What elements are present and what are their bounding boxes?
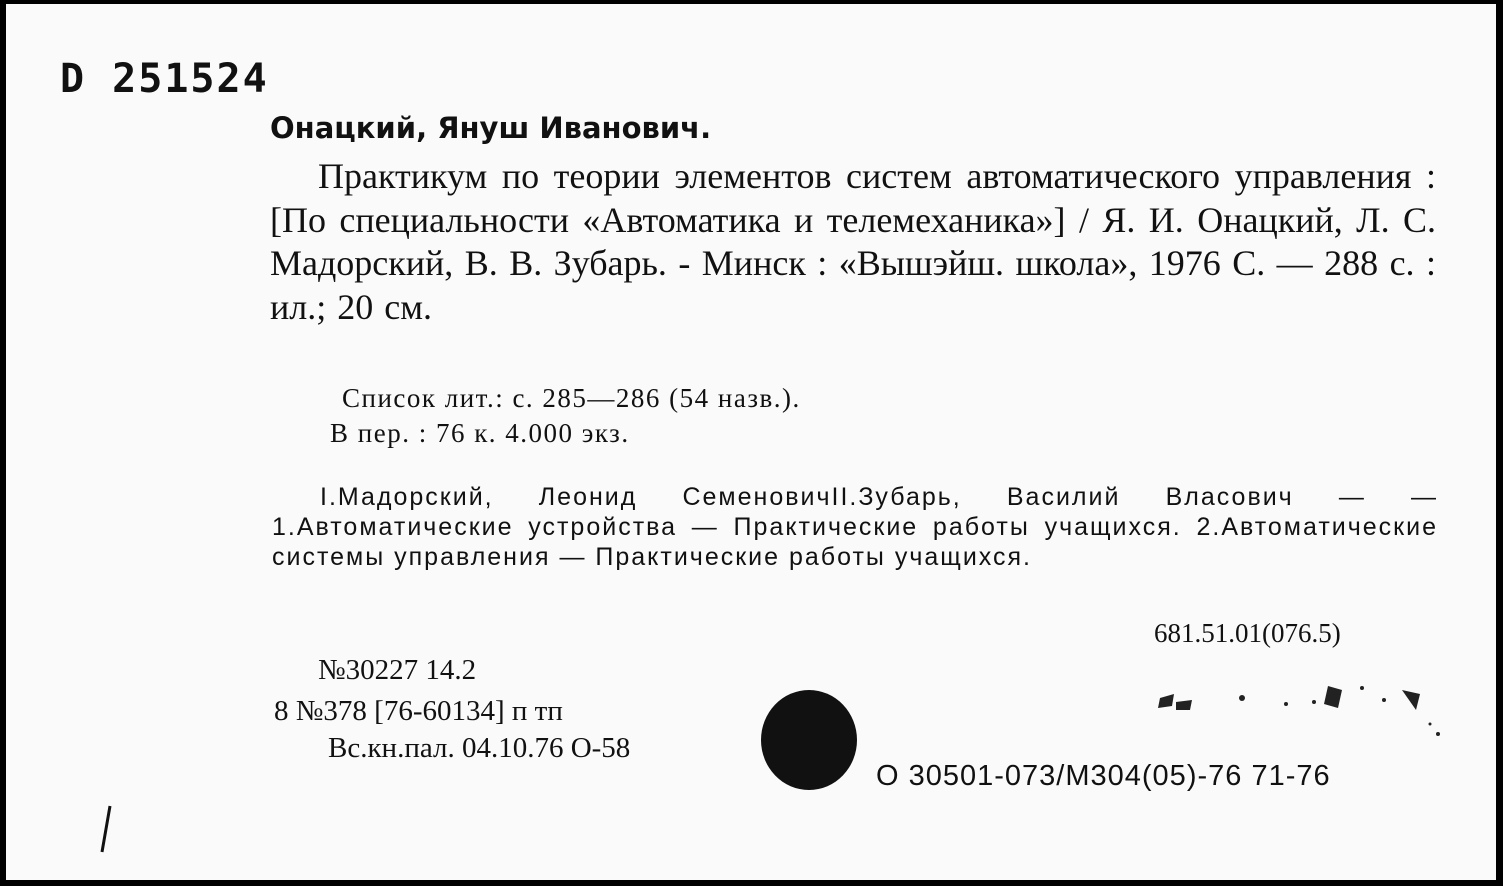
subject-tracings: I.Мадорский, Леонид СеменовичII.Зубарь, Василий Власович — — 1.Автоматические устройства — Практические работы учащихся. 2.Автоматические системы управления — Практические работы учащихся. bbox=[272, 483, 1438, 571]
main-entry: Практикум по теории элементов систем автоматического управления : [По специальности «Автоматика и телемеханика»] / Я. И. Онацкий, Л. С. Мадорский, В. В. Зубарь. - Минск : «Вышэйш. школа», 1976 С. — 288 с. : ил.; 20 см. bbox=[270, 156, 1436, 327]
ink-smudge-marks bbox=[1146, 676, 1446, 756]
accession-line-1: №30227 14.2 bbox=[318, 654, 477, 686]
author-heading: Онацкий, Януш Иванович. bbox=[270, 111, 712, 145]
publisher-order-code: О 30501-073/М304(05)-76 71-76 bbox=[876, 760, 1331, 792]
accession-line-3: Вс.кн.пал. 04.10.76 О-58 bbox=[328, 732, 631, 764]
catalog-card bbox=[6, 4, 1496, 880]
bibliography-note: Список лит.: с. 285—286 (54 назв.). bbox=[342, 383, 801, 413]
udc-classification: 681.51.01(076.5) bbox=[1154, 618, 1341, 648]
pencil-mark bbox=[96, 804, 116, 854]
binding-price-note: В пер. : 76 к. 4.000 экз. bbox=[330, 418, 630, 448]
call-number: D 251524 bbox=[60, 56, 269, 102]
ink-stamp-dot bbox=[761, 690, 857, 790]
accession-line-2: 8 №378 [76-60134] п тп bbox=[274, 695, 563, 727]
